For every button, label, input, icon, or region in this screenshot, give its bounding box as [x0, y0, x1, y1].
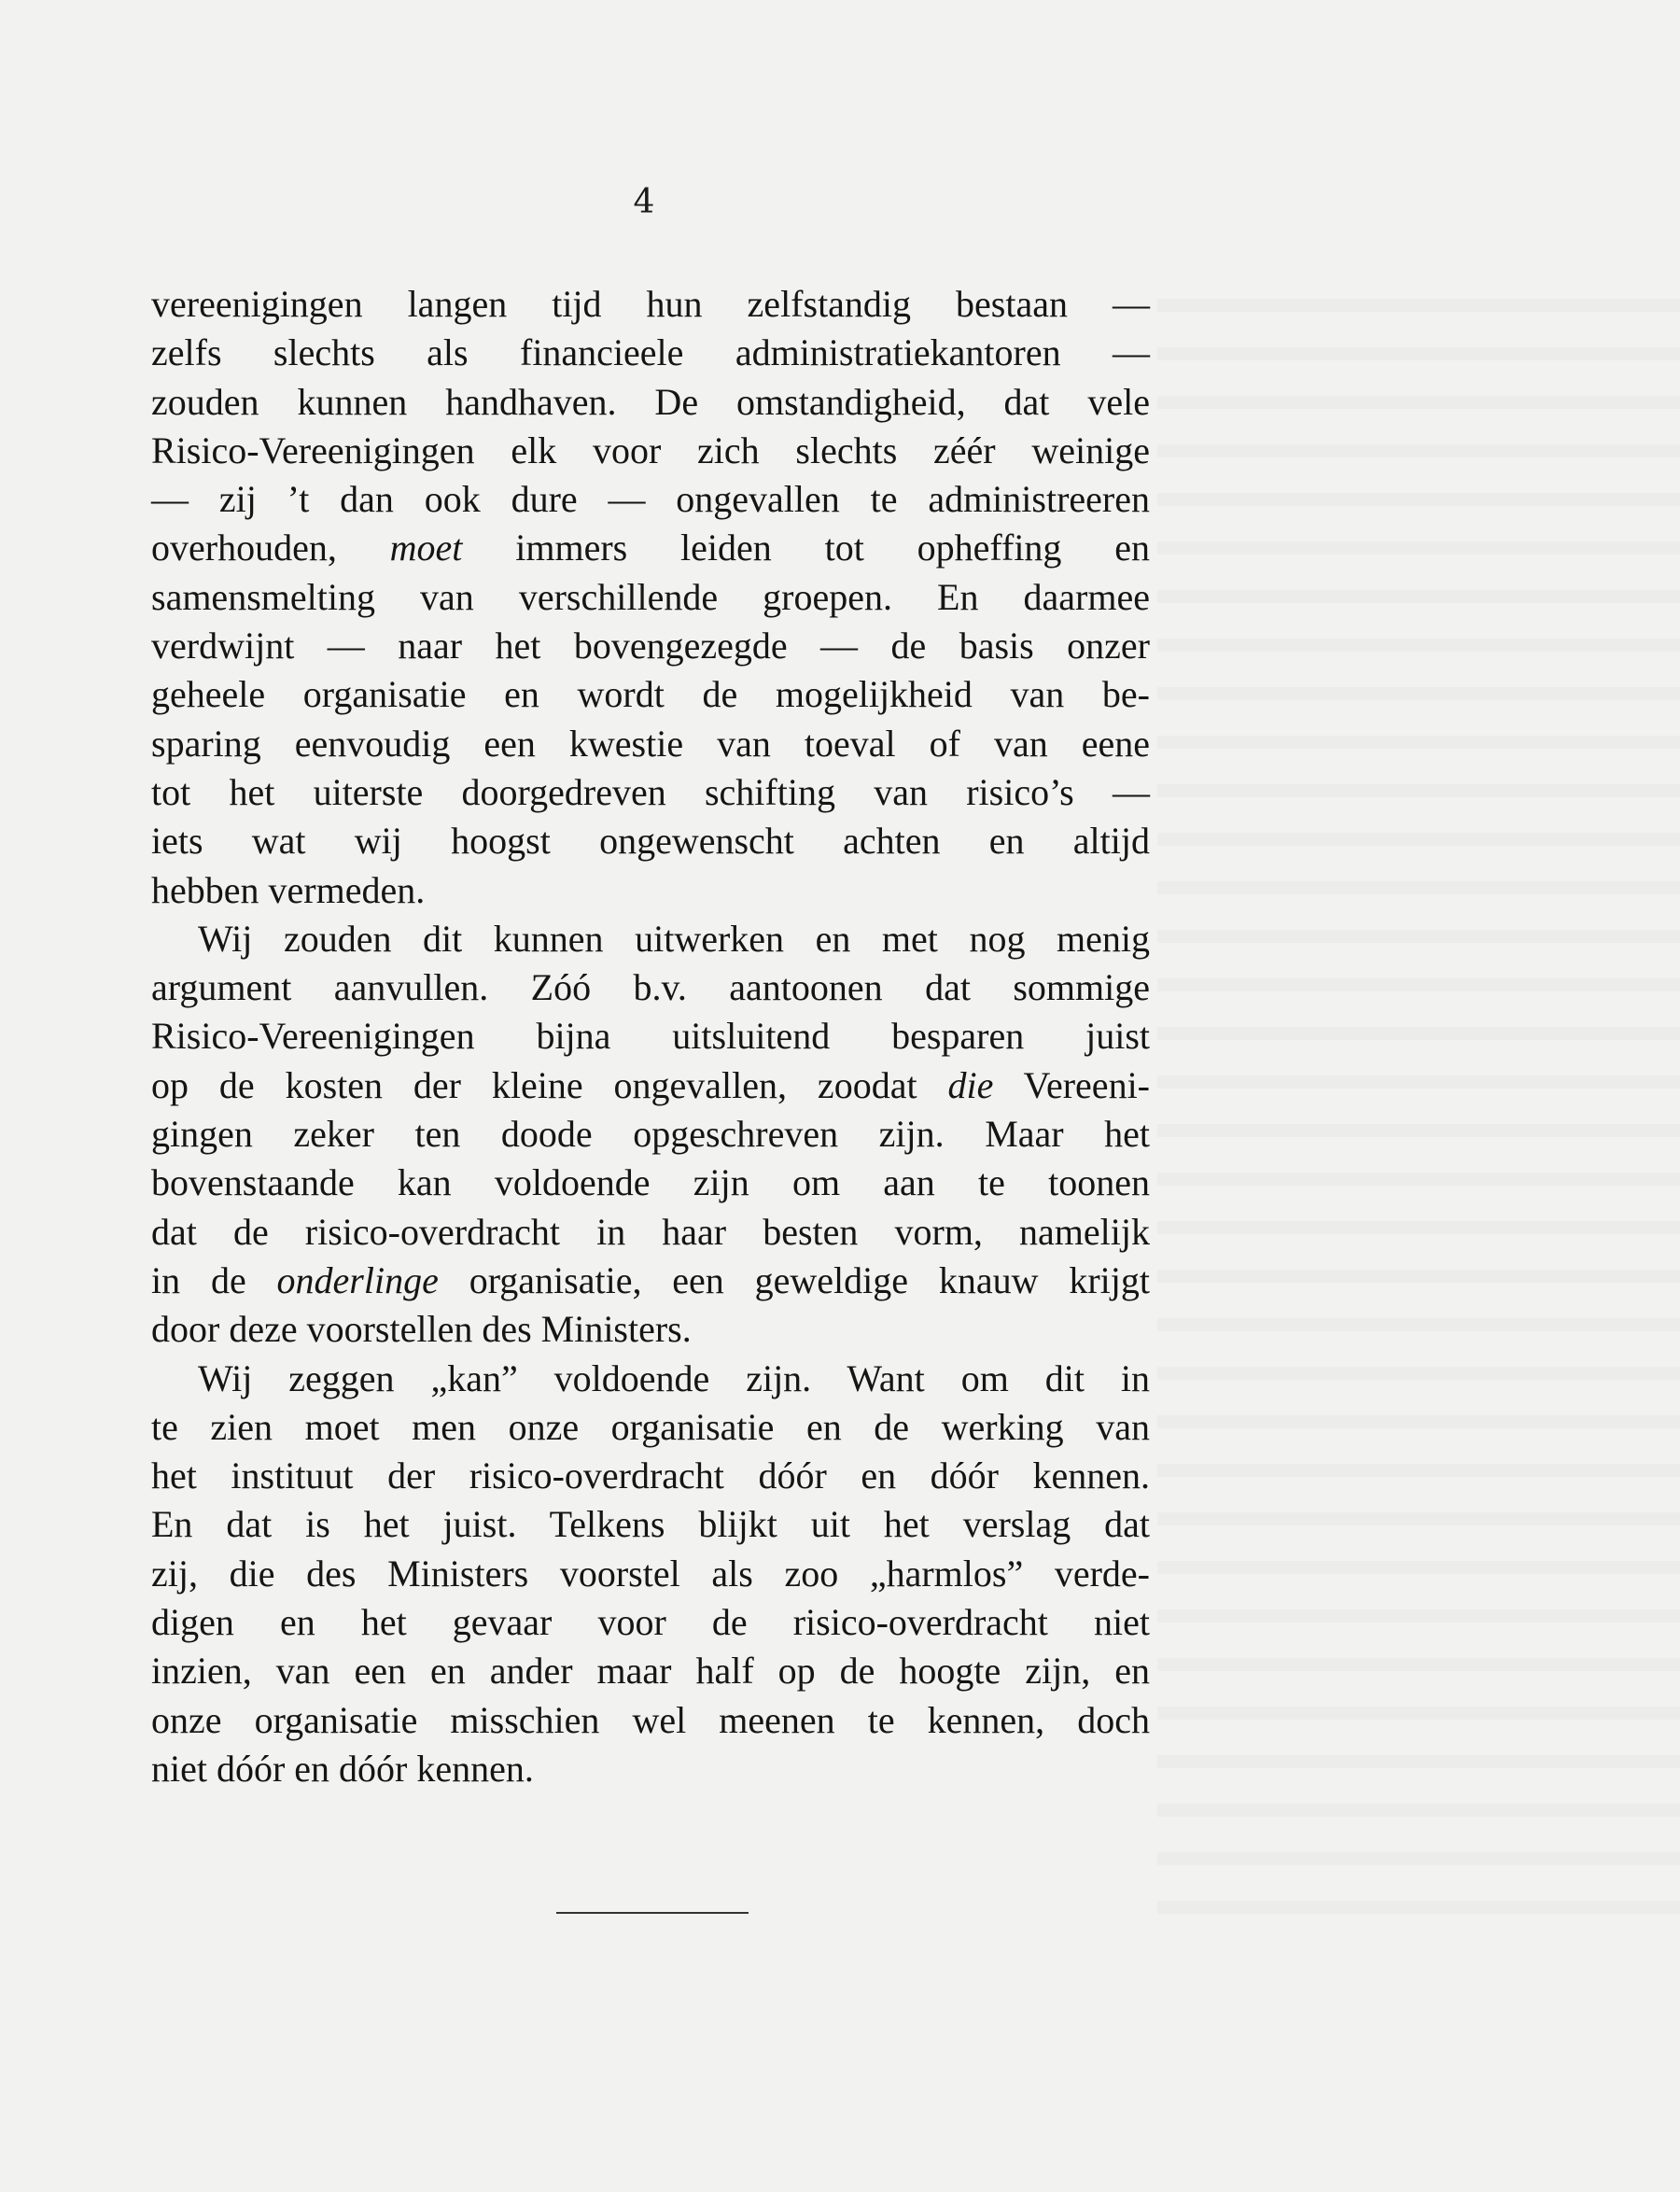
- text-line: op de kosten der kleine ongevallen, zoodat die Vereeni-: [151, 1063, 1150, 1106]
- text-line: geheele organisatie en wordt de mogelijkheid van be-: [151, 673, 1150, 716]
- text-line: te zien moet men onze organisatie en de werking van: [151, 1405, 1150, 1448]
- closing-rule: [556, 1912, 749, 1914]
- text-line: overhouden, moet immers leiden tot opheffing en: [151, 527, 1151, 569]
- text-line: zelfs slechts als financieele administratiekantoren —: [151, 331, 1150, 374]
- text-line: niet dóór en dóór kennen.: [151, 1747, 534, 1790]
- text-line: zij, die des Ministers voorstel als zoo „harmlos” verde-: [151, 1552, 1150, 1595]
- text-line: argument aanvullen. Zóó b.v. aantoonen dat sommige: [151, 966, 1150, 1009]
- text-line: iets wat wij hoogst ongewenscht achten en altijd: [151, 820, 1150, 863]
- text-line: het instituut der risico-overdracht dóór en dóór kennen.: [151, 1454, 1150, 1497]
- paragraph-3: [151, 1355, 1150, 1794]
- paragraph-1: [151, 280, 1150, 915]
- text-line: sparing eenvoudig een kwestie van toeval of van eene: [151, 722, 1150, 765]
- text-line: gingen zeker ten doode opgeschreven zijn. Maar het: [151, 1113, 1150, 1156]
- text-line: hebben vermeden.: [151, 868, 426, 911]
- paragraph-2: [151, 915, 1150, 1355]
- bleed-through-texture: [1157, 271, 1680, 1932]
- text-line: Risico-Vereenigingen bijna uitsluitend besparen juist: [151, 1015, 1150, 1058]
- text-line: verdwijnt — naar het bovengezegde — de basis onzer: [151, 625, 1150, 667]
- text-line: in de onderlinge organisatie, een geweldige knauw krijgt: [151, 1258, 1150, 1301]
- text-line: inzien, van een en ander maar half op de hoogte zijn, en: [151, 1650, 1150, 1693]
- text-line: bovenstaande kan voldoende zijn om aan te toonen: [151, 1161, 1150, 1204]
- text-line: Wij zouden dit kunnen uitwerken en met nog menig: [198, 917, 1150, 960]
- text-line: En dat is het juist. Telkens blijkt uit het verslag dat: [151, 1503, 1150, 1546]
- text-line: digen en het gevaar voor de risico-overdracht niet: [151, 1601, 1150, 1644]
- text-line: Wij zeggen „kan” voldoende zijn. Want om dit in: [198, 1356, 1150, 1399]
- page-number: 4: [633, 183, 655, 221]
- text-line: — zij ’t dan ook dure — ongevallen te administreeren: [151, 478, 1150, 521]
- text-line: samensmelting van verschillende groepen. En daarmee: [151, 575, 1150, 618]
- text-line: dat de risico-overdracht in haar besten vorm, namelijk: [151, 1210, 1150, 1253]
- body-text: [151, 280, 1150, 1793]
- text-line: Risico-Vereenigingen elk voor zich slechts zéér weinige: [151, 429, 1150, 471]
- text-line: tot het uiterste doorgedreven schifting van risico’s —: [151, 770, 1150, 813]
- text-line: onze organisatie misschien wel meenen te kennen, doch: [151, 1698, 1150, 1741]
- text-line: vereenigingen langen tijd hun zelfstandig bestaan —: [151, 283, 1150, 325]
- text-line: zouden kunnen handhaven. De omstandigheid, dat vele: [151, 380, 1150, 423]
- text-line: door deze voorstellen des Ministers.: [151, 1308, 692, 1351]
